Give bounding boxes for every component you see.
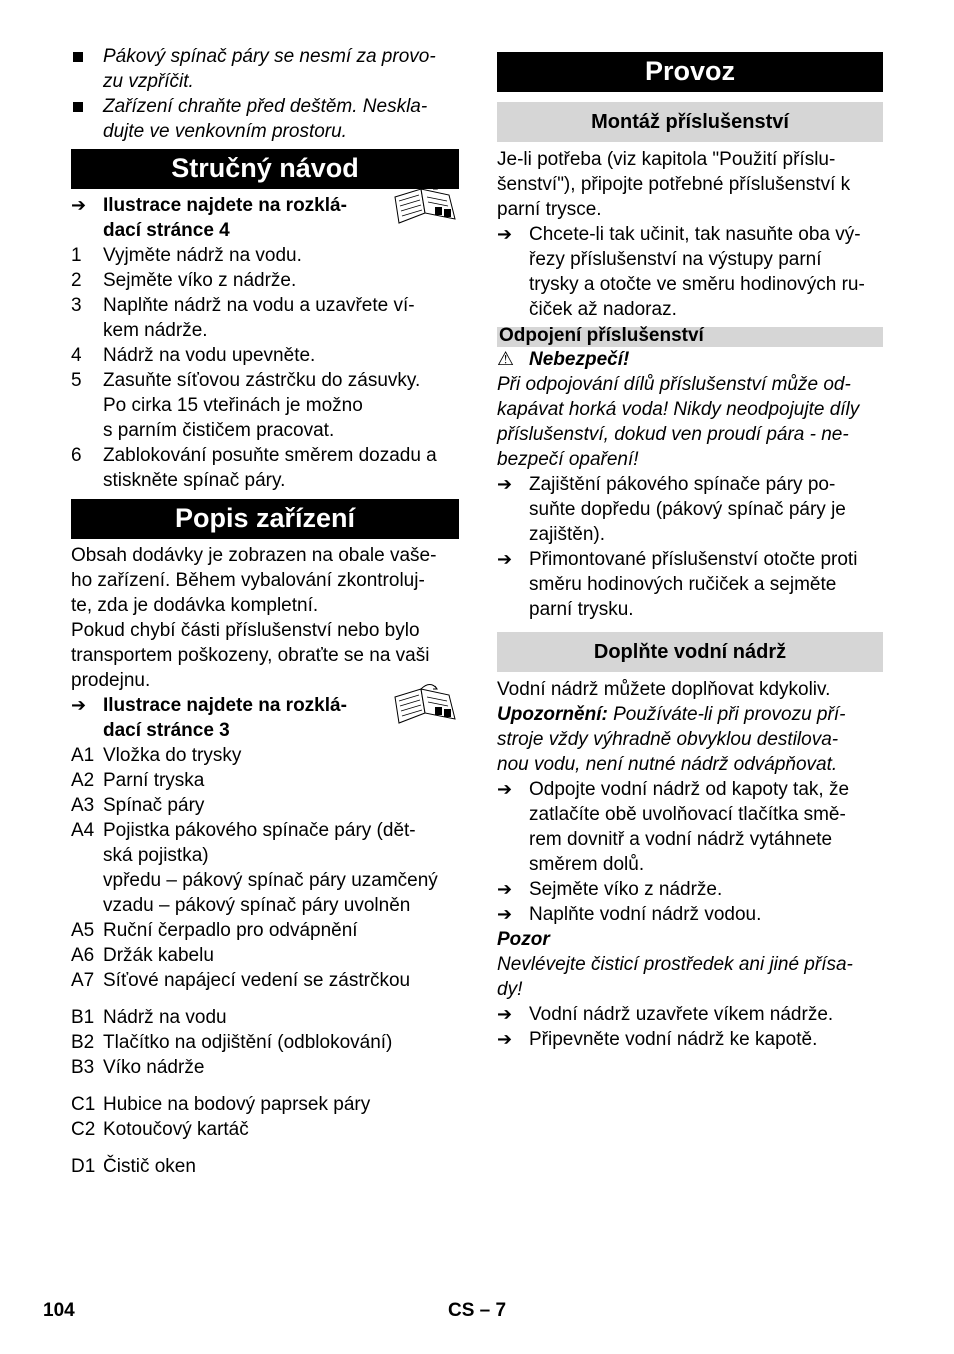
caution-label: Pozor: [497, 929, 550, 950]
reference-line: dací stránce 3: [103, 720, 230, 741]
list-item: A2 Parní tryska: [71, 770, 205, 791]
caution-text: Nevlévejte čisticí prostředek ani jiné přísa- dy!: [497, 954, 853, 1000]
parts-list-b: [71, 1005, 459, 1080]
arrow-icon: ➔: [497, 1004, 513, 1024]
section-heading-quick-guide: Stručný návod: [71, 149, 459, 189]
arrow-icon: ➔: [497, 224, 513, 244]
arrow-icon: ➔: [71, 195, 87, 215]
paragraph: Obsah dodávky je zobrazen na obale vaše- ho zařízení. Během vybalování zkontroluj- te, zda je dodávka kompletní.: [71, 545, 437, 616]
list-item: A5 Ruční čerpadlo pro odvápnění: [71, 920, 358, 941]
bullet-line: dujte ve venkovním prostoru.: [103, 121, 347, 142]
left-column: [71, 44, 459, 1179]
arrow-icon: ➔: [497, 1029, 513, 1049]
list-item: A3 Spínač páry: [71, 795, 205, 816]
arrow-icon: ➔: [497, 879, 513, 899]
list-item: D1 Čistič oken: [71, 1156, 196, 1177]
list-item: C2 Kotoučový kartáč: [71, 1119, 249, 1140]
list-item: A7 Síťové napájecí vedení se zástrčkou: [71, 970, 411, 991]
parts-list-c: [71, 1092, 459, 1142]
list-item: B2 Tlačítko na odjištění (odblokování): [71, 1032, 393, 1053]
section-label: CS – 7: [448, 1300, 507, 1321]
instruction-item: ➔ Přimontované příslušenství otočte proti směru hodinových ručiček a sejměte parní trysku.: [497, 549, 858, 620]
list-item: 4 Nádrž na vodu upevněte.: [71, 345, 316, 366]
open-book-icon: [391, 683, 459, 731]
paragraph: Vodní nádrž můžete doplňovat kdykoliv.: [497, 679, 831, 700]
bullet-item: [71, 44, 459, 94]
list-item: 2 Sejměte víko z nádrže.: [71, 270, 297, 291]
arrow-icon: ➔: [497, 549, 513, 569]
open-book-icon: [391, 183, 459, 231]
instruction-item: ➔ Odpojte vodní nádrž od kapoty tak, že zatlačíte obě uvolňovací tlačítka smě- rem dovnitř a vodní nádrž vytáhnete směrem dolů.: [497, 779, 850, 875]
reference-line: Ilustrace najdete na rozklá-: [103, 695, 347, 716]
parts-list-a: [71, 743, 459, 993]
instruction-item: ➔ Zajištění pákového spínače páry po- suňte dopředu (pákový spínač páry je zajištěn).: [497, 474, 846, 545]
instruction-item: ➔ Vodní nádrž uzavřete víkem nádrže.: [497, 1004, 834, 1025]
list-item: 5 Zasuňte síťovou zástrčku do zásuvky. Po cirka 15 vteřinách je možno s parním čističem pracovat.: [71, 370, 421, 441]
arrow-icon: ➔: [497, 474, 513, 494]
illustration-reference: [71, 693, 459, 743]
section-heading-device-description: Popis zařízení: [71, 499, 459, 539]
instruction-item: ➔ Naplňte vodní nádrž vodou.: [497, 904, 762, 925]
arrow-icon: ➔: [497, 779, 513, 799]
section-heading-operation: Provoz: [497, 52, 883, 92]
reference-line: dací stránce 4: [103, 220, 230, 241]
bullet-line: Pákový spínač páry se nesmí za provo-: [103, 46, 436, 67]
subheading-mount-accessories: Montáž příslušenství: [497, 102, 883, 142]
list-item: A6 Držák kabelu: [71, 945, 214, 966]
bullet-line: Zařízení chraňte před deštěm. Neskla-: [103, 96, 428, 117]
list-item: B1 Nádrž na vodu: [71, 1007, 227, 1028]
note: Upozornění: Používáte-li při provozu pří- stroje vždy výhradně obvyklou destilova- nou vodu, není nutné nádrž odvápňovat.: [497, 704, 846, 775]
bullet-item: [71, 94, 459, 144]
arrow-icon: ➔: [497, 904, 513, 924]
danger-text: Při odpojování dílů příslušenství může od- kapávat horká voda! Nikdy neodpojujte díly příslušenství, dokud ven proudí pára - ne- bezpečí opaření!: [497, 374, 860, 470]
list-item: A1 Vložka do trysky: [71, 745, 242, 766]
paragraph: Pokud chybí části příslušenství nebo bylo transportem poškozeny, obraťte se na vaši prodejnu.: [71, 620, 430, 691]
arrow-icon: ➔: [71, 695, 87, 715]
list-item: B3 Víko nádrže: [71, 1057, 205, 1078]
bullet-square-icon: [71, 94, 103, 119]
bullet-square-icon: [71, 44, 103, 69]
list-item: C1 Hubice na bodový paprsek páry: [71, 1094, 371, 1115]
bullet-line: zu vzpříčit.: [103, 71, 194, 92]
reference-line: Ilustrace najdete na rozklá-: [103, 195, 347, 216]
quick-steps-list: [71, 243, 459, 493]
instruction-item: ➔ Chcete-li tak učinit, tak nasuňte oba vý- řezy příslušenství na výstupy parní trysky a otočte ve směru hodinových ru- čiček až nadoraz.: [497, 224, 865, 320]
list-item: 6 Zablokování posuňte směrem dozadu a stiskněte spínač páry.: [71, 445, 437, 491]
right-column: [497, 52, 883, 1052]
list-item: A4 Pojistka pákového spínače páry (dět- ská pojistka) vpředu – pákový spínač páry uzamčený vzadu – pákový spínač páry uvolněn: [71, 820, 438, 916]
subheading-detach-accessories: Odpojení příslušenství: [497, 327, 883, 347]
warning-triangle-icon: ⚠: [497, 349, 515, 370]
page-number: 104: [43, 1300, 75, 1321]
danger-heading: ⚠ Nebezpečí!: [497, 349, 630, 370]
illustration-reference: [71, 193, 459, 243]
list-item: 1 Vyjměte nádrž na vodu.: [71, 245, 302, 266]
list-item: 3 Naplňte nádrž na vodu a uzavřete ví- kem nádrže.: [71, 295, 415, 341]
instruction-item: ➔ Připevněte vodní nádrž ke kapotě.: [497, 1029, 818, 1050]
parts-list-d: [71, 1154, 459, 1179]
subheading-refill-tank: Doplňte vodní nádrž: [497, 632, 883, 672]
paragraph: Je-li potřeba (viz kapitola "Použití příslu- šenství"), připojte potřebné příslušenství k parní trysce.: [497, 149, 851, 220]
instruction-item: ➔ Sejměte víko z nádrže.: [497, 879, 723, 900]
